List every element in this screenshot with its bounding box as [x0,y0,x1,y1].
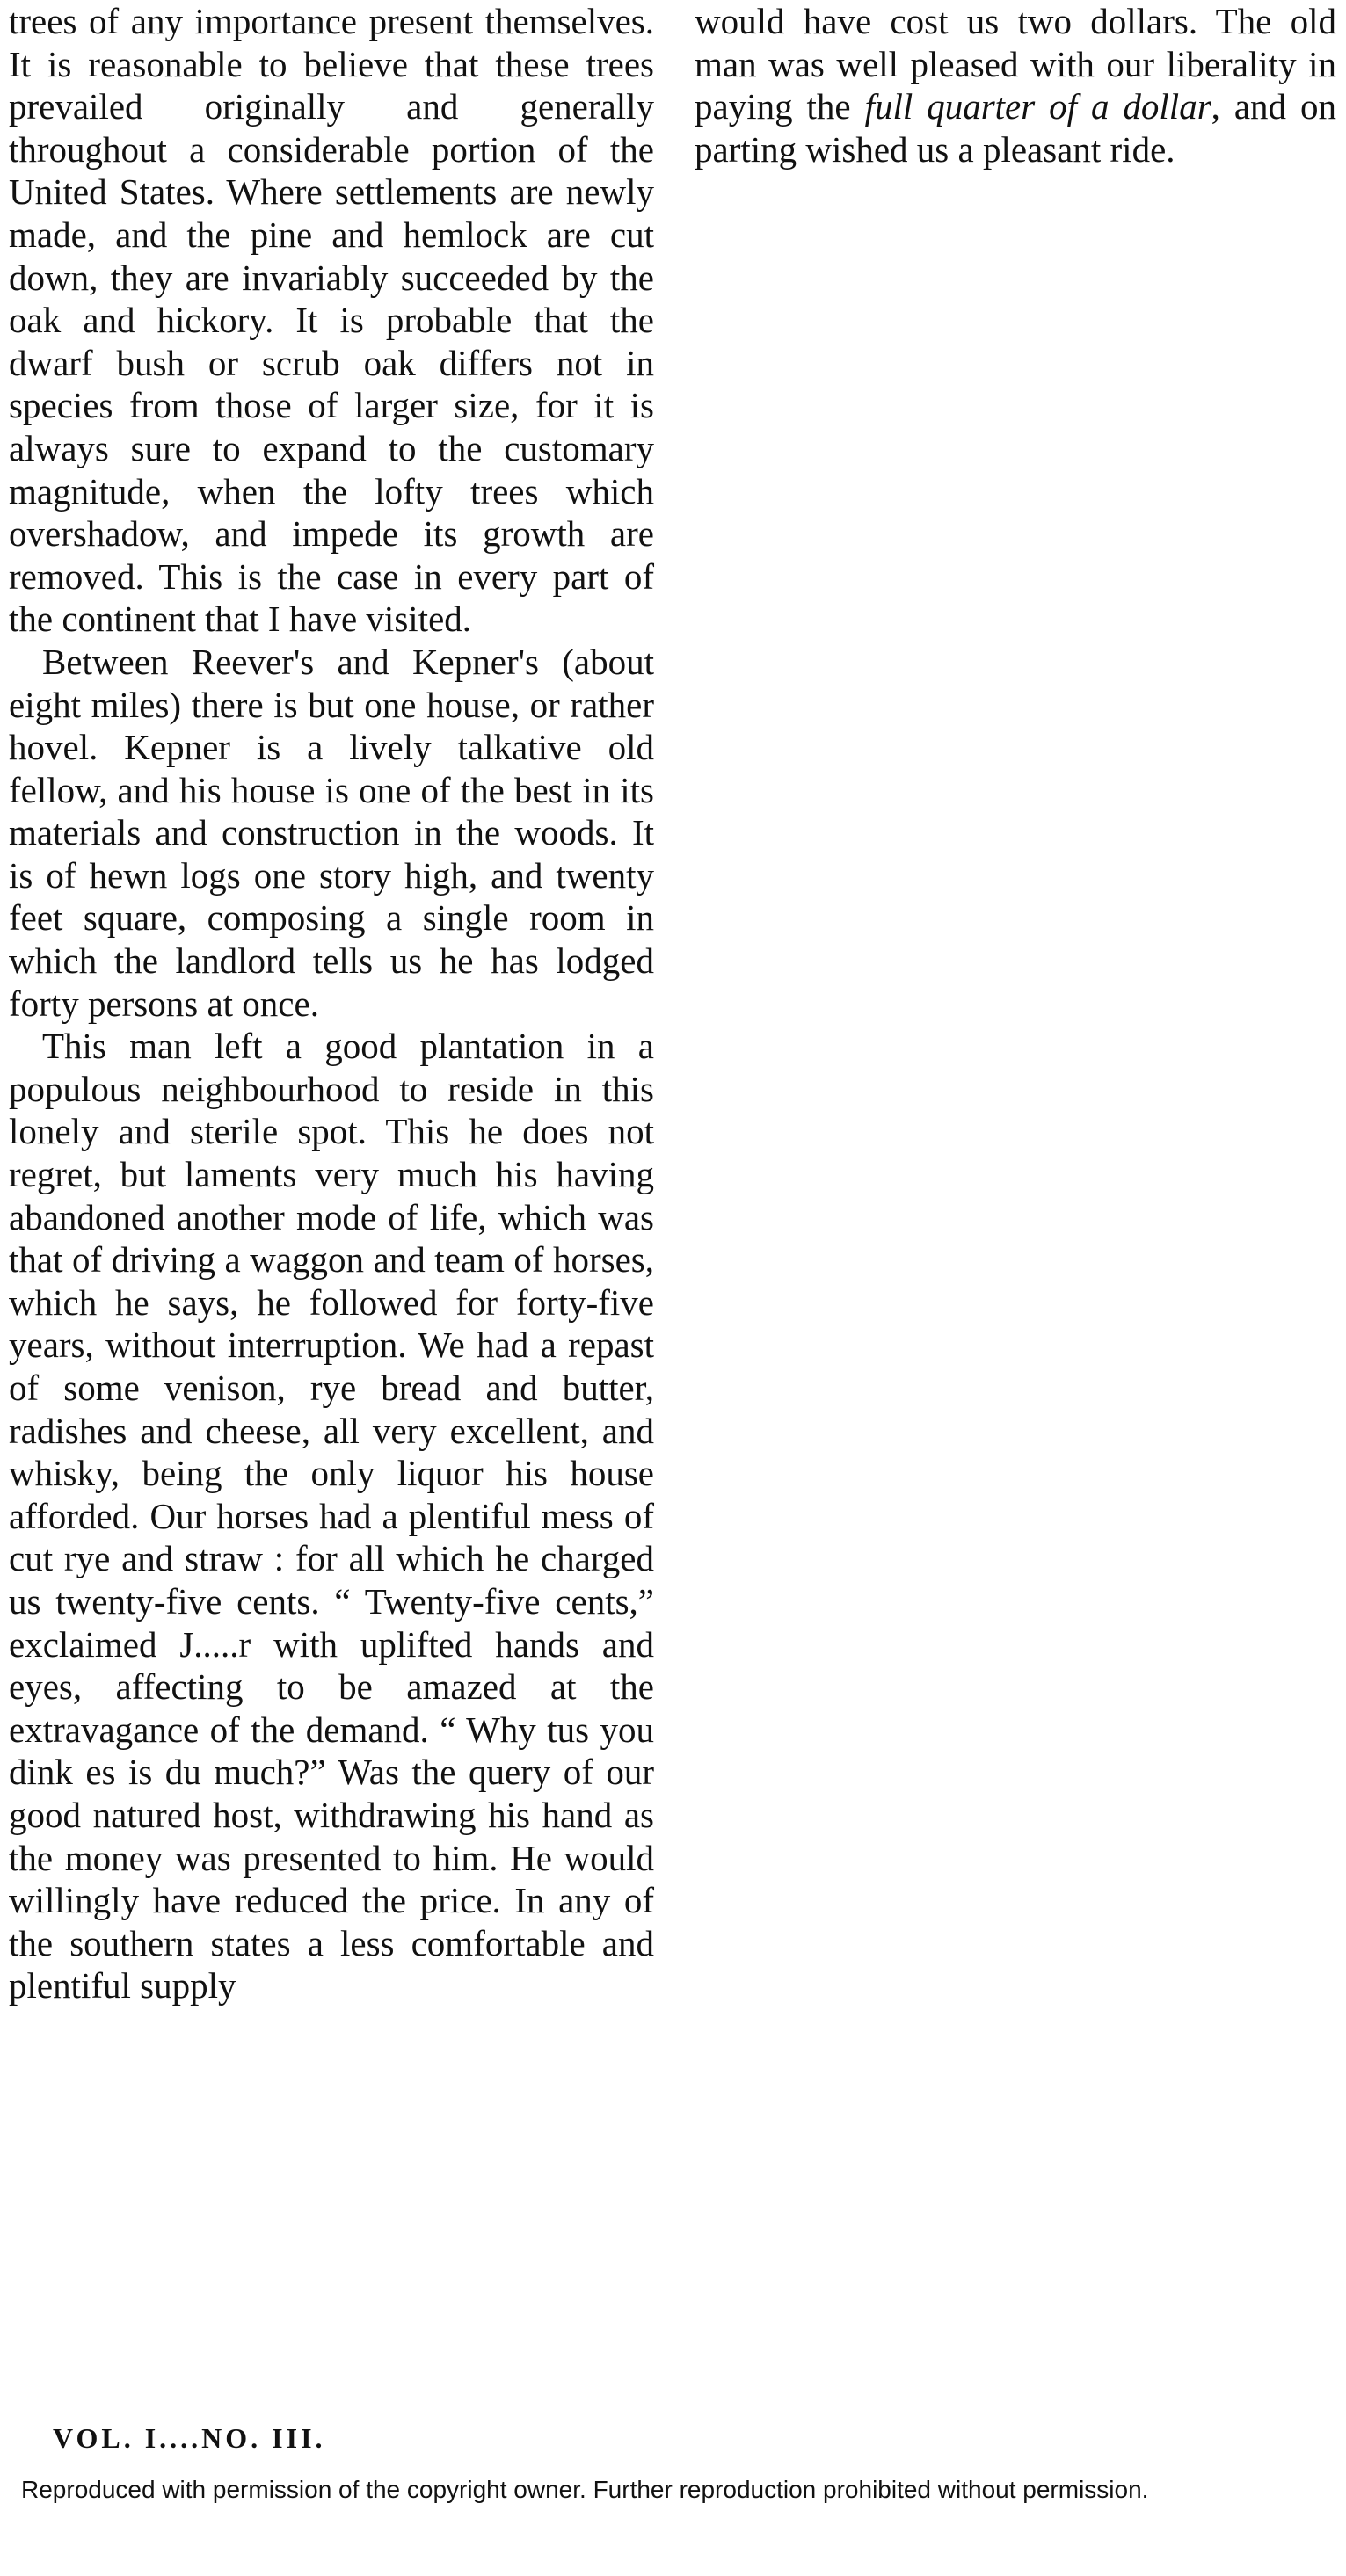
paragraph-kepner-house: Between Reever's and Kepner's (about eight miles) there is but one house, or rather hovel. Kepner is a lively talkative old fellow, and his house is one of the best in its materials and construction in the woods. It is of hewn logs one story high, and twenty feet square, composing a single room in which the landlord tells us he has lodged forty persons at once. [9,641,654,1024]
payment-emphasis: full quarter of a dollar [864,86,1211,127]
left-text-column [9,0,654,2007]
payment-text-end: , and on parting wished us a pleasant ride. [695,86,1336,170]
paragraph-trees: trees of any importance present themselves. It is reasonable to believe that these trees prevailed originally and generally throughout a considerable portion of the United States. Where settlements are newly made, and the pine and hemlock are cut down, they are invariably succeeded by the oak and hickory. It is probable that the dwarf bush or scrub oak differs not in species from those of larger size, for it is always sure to expand to the customary magnitude, when the lofty trees which overshadow, and impede its growth are removed. This is the case in every part of the continent that I have visited. [9,1,654,640]
volume-signature: VOL. I....NO. III. [53,2422,326,2454]
paragraph-payment [695,0,1336,171]
permission-notice: Reproduced with permission of the copyright owner. Further reproduction prohibited without permission. [21,2476,1149,2503]
payment-text-start: would have cost us two dollars. The old man was well pleased with our liberality in paying the [695,1,1336,127]
right-text-column [695,0,1336,171]
paragraph-kepner-host: This man left a good plantation in a populous neighbourhood to reside in this lonely and sterile spot. This he does not regret, but laments very much his having abandoned another mode of life, which was that of driving a waggon and team of horses, which he says, he followed for forty-five years, without interruption. We had a repast of some venison, rye bread and butter, radishes and cheese, all very excellent, and whisky, being the only liquor his house afforded. Our horses had a plentiful mess of cut rye and straw : for all which he charged us twenty-five cents. “ Twenty-five cents,” exclaimed J.....r with uplifted hands and eyes, affecting to be amazed at the extravagance of the demand. “ Why tus you dink es is du much?” Was the query of our good natured host, withdrawing his hand as the money was presented to him. He would willingly have reduced the price. In any of the southern states a less comfortable and plentiful supply [9,1026,654,2006]
